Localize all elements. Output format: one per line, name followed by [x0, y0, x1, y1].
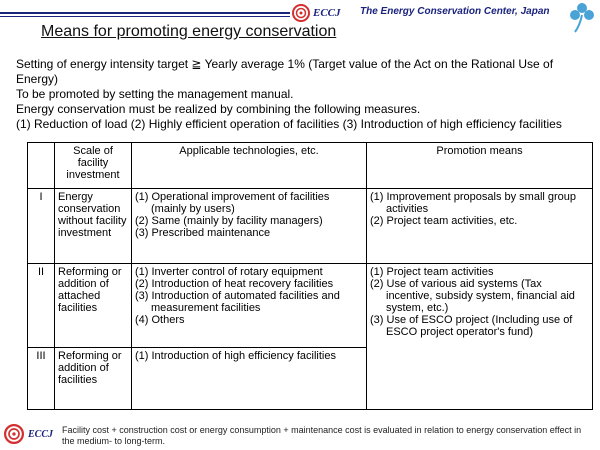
tech-item: (3) Prescribed maintenance — [135, 227, 271, 239]
header-promo: Promotion means — [367, 143, 593, 189]
header-number — [28, 143, 55, 189]
shared-promo-cell — [367, 264, 593, 410]
tech-item: (1) Inverter control of rotary equipment — [135, 266, 323, 278]
eccj-logo — [292, 4, 341, 22]
intro-line-measures: Energy conservation must be realized by combining the following measures. — [16, 102, 421, 116]
row-promo — [367, 189, 593, 264]
organization-name: The Energy Conservation Center, Japan — [360, 6, 550, 17]
footer-logo-text: ECCJ — [28, 428, 54, 440]
promo-item: (3) Use of ESCO project (Including use of ESCO project operator's fund) — [370, 314, 573, 338]
header-scale: Scale of facility investment — [55, 143, 132, 189]
measures-table — [27, 142, 593, 410]
row-tech — [132, 348, 367, 410]
intro-line-manual: To be promoted by setting the management manual. — [16, 87, 294, 101]
clover-icon — [565, 0, 599, 34]
eccj-emblem-icon — [4, 424, 24, 444]
footnote: Facility cost + construction cost or energy consumption + maintenance cost is evaluated in relation to energy conservation effect in the medium- to long-term. — [62, 425, 582, 446]
eccj-logo-text: ECCJ — [313, 7, 341, 19]
eccj-emblem-icon — [292, 4, 310, 22]
table-header-row — [28, 143, 593, 189]
row-scale: Energy conservation without facility investment — [55, 189, 132, 264]
page-title: Means for promoting energy conservation — [41, 23, 337, 40]
promo-item: (1) Project team activities — [370, 266, 494, 278]
header-tech: Applicable technologies, etc. — [132, 143, 367, 189]
table-row — [28, 264, 593, 348]
intro-line-list: (1) Reduction of load (2) Highly efficient operation of facilities (3) Introduction of high efficiency facilities — [16, 117, 562, 131]
row-number: I — [28, 189, 55, 264]
footer-logo — [4, 424, 53, 444]
tech-item: (4) Others — [135, 314, 185, 326]
row-number: II — [28, 264, 55, 348]
intro-line-target: Setting of energy intensity target ≧ Yearly average 1% (Target value of the Act on the Rational Use of Energy) — [16, 57, 554, 86]
tech-item: (2) Same (mainly by facility managers) — [135, 215, 323, 227]
header-rule-thin — [0, 16, 290, 17]
row-tech — [132, 264, 367, 348]
row-scale: Reforming or addition of facilities — [55, 348, 132, 410]
row-tech — [132, 189, 367, 264]
promo-item: (2) Use of various aid systems (Tax incentive, subsidy system, financial aid system, etc.) — [370, 278, 575, 314]
tech-item: (1) Operational improvement of facilities (mainly by users) — [135, 191, 330, 215]
row-number: III — [28, 348, 55, 410]
tech-item: (2) Introduction of heat recovery facilities — [135, 278, 334, 290]
promo-item: (2) Project team activities, etc. — [370, 215, 518, 227]
table-row — [28, 189, 593, 264]
row-scale: Reforming or addition of attached facilities — [55, 264, 132, 348]
tech-item: (1) Introduction of high efficiency facilities — [135, 350, 336, 362]
tech-item: (3) Introduction of automated facilities and measurement facilities — [135, 290, 340, 314]
promo-item: (1) Improvement proposals by small group activities — [370, 191, 577, 215]
intro-text — [16, 57, 596, 132]
header-rule — [0, 12, 290, 14]
